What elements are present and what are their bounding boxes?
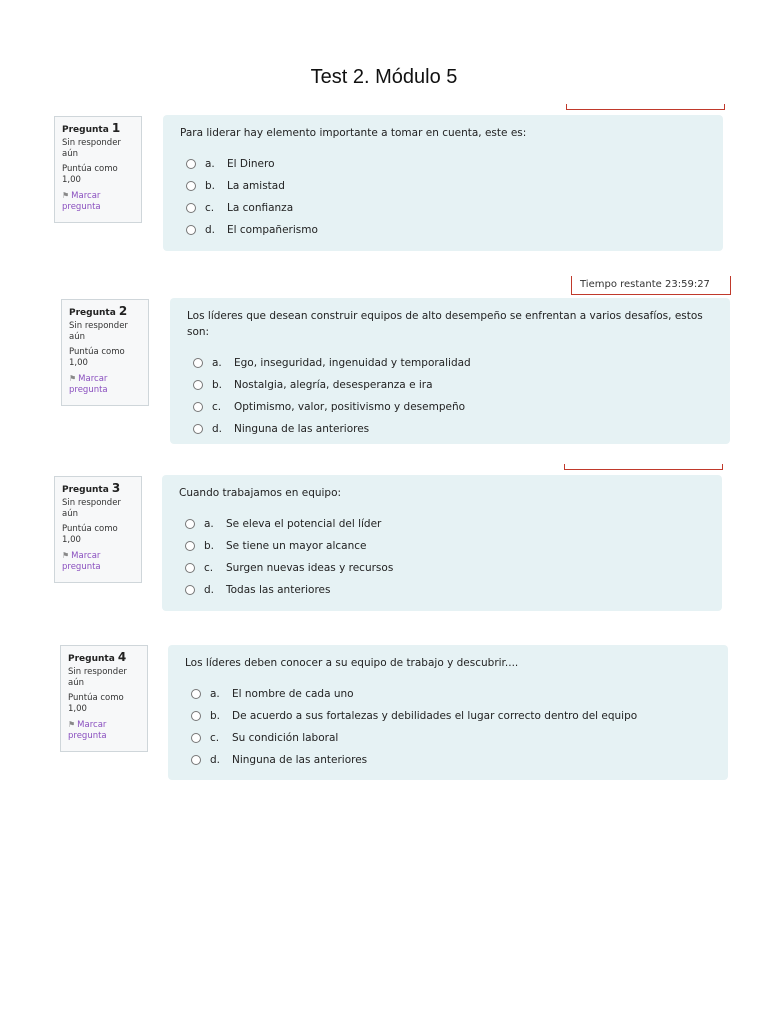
radio-button[interactable] — [191, 689, 201, 699]
option-label: La amistad — [227, 180, 285, 192]
option-letter: a. — [210, 688, 220, 700]
answer-option[interactable] — [187, 418, 716, 440]
flag-label: Marcar pregunta — [62, 551, 101, 572]
option-label: Surgen nuevas ideas y recursos — [226, 562, 394, 574]
option-letter: a. — [204, 518, 214, 530]
option-label: Ninguna de las anteriores — [234, 423, 370, 435]
option-label: Se eleva el potencial del líder — [226, 518, 382, 530]
question-text: Cuando trabajamos en equipo: — [179, 487, 342, 499]
answer-option[interactable] — [180, 153, 709, 175]
option-label: El Dinero — [227, 158, 275, 170]
option-letter: d. — [204, 584, 215, 596]
option-label: Nostalgia, alegría, desesperanza e ira — [234, 379, 433, 391]
question-title: Pregunta 2 — [69, 304, 128, 318]
flag-icon: ⚑ — [62, 191, 70, 200]
option-label: Optimismo, valor, positivismo y desempeño — [234, 401, 466, 413]
question-text: Para liderar hay elemento importante a tomar en cuenta, este es: — [180, 127, 527, 139]
option-letter: c. — [204, 562, 214, 574]
flag-icon: ⚑ — [62, 551, 70, 560]
question-text: Los líderes deben conocer a su equipo de trabajo y descubrir.... — [185, 657, 519, 669]
question-status: Sin responder aún — [62, 138, 121, 159]
answer-option[interactable] — [179, 579, 708, 601]
radio-button[interactable] — [185, 563, 195, 573]
option-letter: b. — [205, 180, 216, 192]
option-letter: d. — [205, 224, 216, 236]
option-label: La confianza — [227, 202, 294, 214]
option-letter: b. — [204, 540, 215, 552]
option-label: Todas las anteriores — [226, 584, 331, 596]
option-letter: a. — [212, 357, 222, 369]
page-title: Test 2. Módulo 5 — [310, 66, 458, 88]
answer-option[interactable] — [180, 219, 709, 241]
option-letter: d. — [212, 423, 223, 435]
option-label: El compañerismo — [227, 224, 318, 236]
option-letter: c. — [205, 202, 215, 214]
question-box-3 — [162, 475, 722, 611]
question-grade: Puntúa como 1,00 — [68, 693, 124, 714]
question-info-1 — [54, 116, 142, 223]
flag-question-link[interactable] — [62, 550, 134, 573]
question-grade: Puntúa como 1,00 — [62, 524, 118, 545]
answer-option[interactable] — [185, 749, 714, 771]
question-number: 4 — [117, 650, 127, 664]
question-info-4 — [60, 645, 148, 752]
question-number: 3 — [111, 481, 121, 495]
answer-option[interactable] — [187, 352, 716, 374]
question-status: Sin responder aún — [68, 667, 127, 688]
radio-button[interactable] — [193, 358, 203, 368]
answer-option[interactable] — [180, 197, 709, 219]
answer-option[interactable] — [187, 374, 716, 396]
option-label: Ninguna de las anteriores — [232, 754, 368, 766]
flag-icon: ⚑ — [69, 374, 77, 383]
question-box-4 — [168, 645, 728, 780]
question-title: Pregunta 3 — [62, 481, 121, 495]
radio-button[interactable] — [186, 203, 196, 213]
option-label: De acuerdo a sus fortalezas y debilidades el lugar correcto dentro del equipo — [232, 710, 638, 722]
option-label: Se tiene un mayor alcance — [226, 540, 367, 552]
option-letter: b. — [210, 710, 221, 722]
timer-label: Tiempo restante 23:59:27 — [580, 279, 710, 290]
flag-question-link[interactable] — [68, 719, 140, 742]
timer-stub — [566, 104, 725, 110]
option-letter: b. — [212, 379, 223, 391]
question-title: Pregunta 1 — [62, 121, 121, 135]
answer-option[interactable] — [185, 683, 714, 705]
timer-box — [571, 276, 731, 295]
radio-button[interactable] — [186, 181, 196, 191]
answer-option[interactable] — [179, 557, 708, 579]
answer-option[interactable] — [185, 705, 714, 727]
question-title: Pregunta 4 — [68, 650, 127, 664]
flag-label: Marcar pregunta — [69, 374, 108, 395]
answer-option[interactable] — [179, 535, 708, 557]
question-info-2 — [61, 299, 149, 406]
question-number: 2 — [118, 304, 128, 318]
radio-button[interactable] — [185, 519, 195, 529]
question-number: 1 — [111, 121, 121, 135]
timer-stub — [564, 464, 723, 470]
question-status: Sin responder aún — [69, 321, 128, 342]
question-status: Sin responder aún — [62, 498, 121, 519]
option-letter: a. — [205, 158, 215, 170]
question-text: Los líderes que desean construir equipos de alto desempeño se enfrentan a varios desafíos, estos son: — [187, 310, 703, 338]
flag-icon: ⚑ — [68, 720, 76, 729]
answer-option[interactable] — [179, 513, 708, 535]
option-letter: c. — [210, 732, 220, 744]
question-box-2 — [170, 298, 730, 444]
radio-button[interactable] — [186, 159, 196, 169]
option-letter: d. — [210, 754, 221, 766]
question-info-3 — [54, 476, 142, 583]
radio-button[interactable] — [191, 733, 201, 743]
answer-option[interactable] — [185, 727, 714, 749]
option-label: Su condición laboral — [232, 732, 339, 744]
radio-button[interactable] — [191, 711, 201, 721]
question-box-1 — [163, 115, 723, 251]
flag-label: Marcar pregunta — [62, 191, 101, 212]
option-label: El nombre de cada uno — [232, 688, 354, 700]
radio-button[interactable] — [186, 225, 196, 235]
answer-option[interactable] — [180, 175, 709, 197]
radio-button[interactable] — [185, 541, 195, 551]
radio-button[interactable] — [185, 585, 195, 595]
option-letter: c. — [212, 401, 222, 413]
radio-button[interactable] — [193, 380, 203, 390]
question-grade: Puntúa como 1,00 — [69, 347, 125, 368]
flag-question-link[interactable] — [62, 190, 134, 213]
option-label: Ego, inseguridad, ingenuidad y temporalidad — [234, 357, 471, 369]
radio-button[interactable] — [193, 402, 203, 412]
radio-button[interactable] — [193, 424, 203, 434]
flag-question-link[interactable] — [69, 373, 141, 396]
answer-option[interactable] — [187, 396, 716, 418]
question-grade: Puntúa como 1,00 — [62, 164, 118, 185]
radio-button[interactable] — [191, 755, 201, 765]
flag-label: Marcar pregunta — [68, 720, 107, 741]
